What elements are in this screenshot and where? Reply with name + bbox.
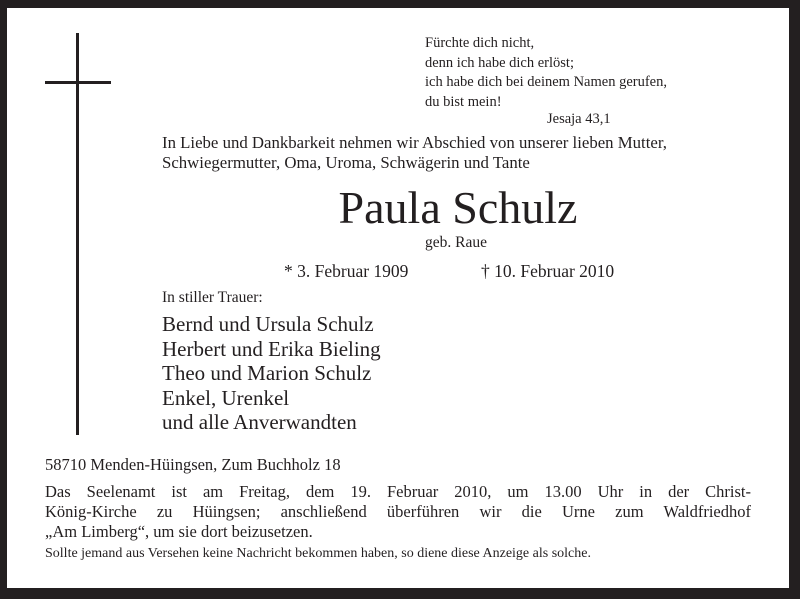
obituary-card [7,8,789,588]
intro-text [162,133,667,173]
death-date: † 10. Februar 2010 [481,261,615,281]
birth-date: * 3. Februar 1909 [284,261,409,281]
funeral-line: König-Kirche zu Hüingsen; anschließend überführen wir die Urne zum Waldfriedhof [45,502,751,521]
mourner: und alle Anverwandten [162,410,357,435]
intro-line: Schwiegermutter, Oma, Uroma, Schwägerin und Tante [162,153,530,172]
verse-line: Fürchte dich nicht, [425,35,535,51]
mourner: Herbert und Erika Bieling [162,336,381,361]
deceased-name: Paula Schulz [338,182,578,233]
mourners-list [162,312,381,435]
funeral-line: Das Seelenamt ist am Freitag, dem 19. Februar 2010, um 13.00 Uhr in der Christ- [45,482,751,501]
maiden-name: geb. Raue [425,234,487,251]
verse-reference: Jesaja 43,1 [547,111,611,127]
funeral-details [45,482,751,542]
bible-verse [425,34,667,112]
mourner: Bernd und Ursula Schulz [162,312,374,336]
mourning-label: In stiller Trauer: [162,289,263,306]
family-address: 58710 Menden-Hüingsen, Zum Buchholz 18 [45,455,341,474]
mourner: Theo und Marion Schulz [162,361,372,386]
intro-line: In Liebe und Dankbarkeit nehmen wir Abschied von unserer lieben Mutter, [162,133,667,152]
notice-disclaimer: Sollte jemand aus Versehen keine Nachricht bekommen haben, so diene diese Anzeige als solche. [45,546,591,561]
funeral-line: „Am Limberg“, um sie dort beizusetzen. [45,522,313,541]
verse-line: denn ich habe dich erlöst; [425,54,574,71]
verse-line: du bist mein! [425,93,502,110]
mourner: Enkel, Urenkel [162,385,290,410]
cross-horizontal-bar [45,81,111,84]
verse-line: ich habe dich bei deinem Namen gerufen, [425,74,667,90]
